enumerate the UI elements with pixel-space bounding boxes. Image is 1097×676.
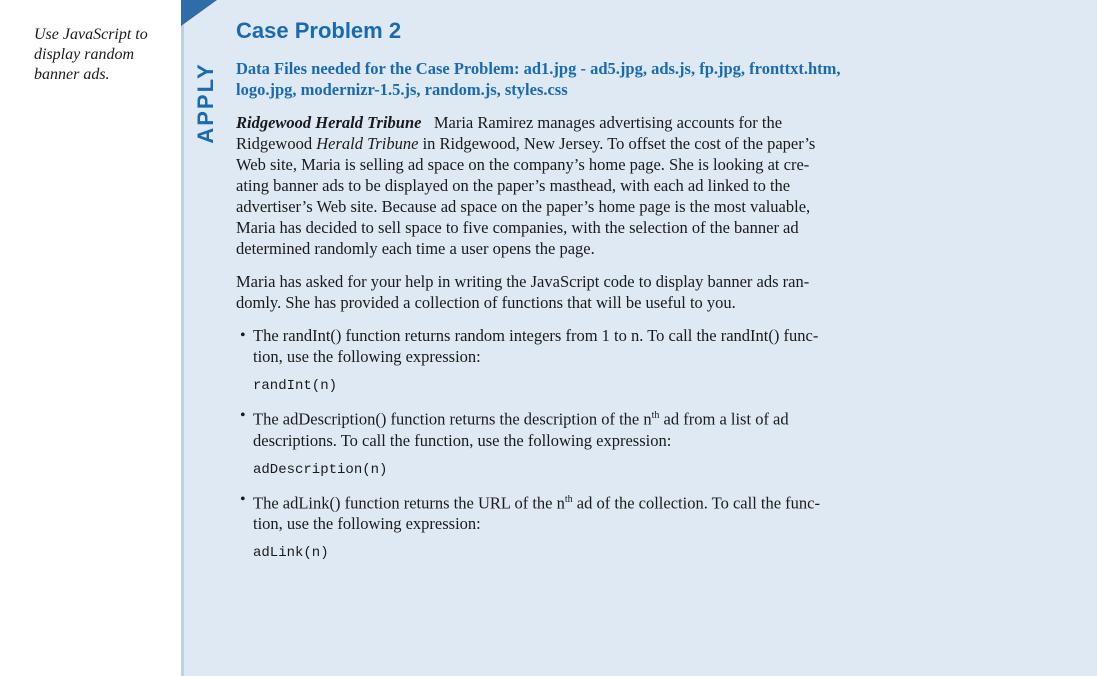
intro-line: Web site, Maria is selling ad space on the company’s home page. She is looking at cre- (236, 155, 810, 174)
intro-text: Maria Ramirez manages advertising accounts for the (433, 113, 783, 132)
item-text: tion, use the following expression: (253, 347, 481, 366)
item-text: The adLink() function returns the URL of the n (253, 493, 565, 512)
item-text: The adDescription() function returns the description of the n (253, 409, 652, 429)
bullet-icon: • (240, 327, 246, 344)
data-files-line: Data Files needed for the Case Problem: ad1.jpg - ad5.jpg, ads.js, fp.jpg, fronttxt.htm, (236, 59, 841, 78)
second-paragraph (236, 271, 976, 313)
intro-lead: Ridgewood Herald Tribune (236, 113, 422, 132)
code-expression: adDescription(n) (253, 461, 388, 478)
intro-text: in Ridgewood, New Jersey. To offset the cost of the paper’s (418, 134, 816, 153)
data-files-note (236, 58, 976, 100)
item-text: tion, use the following expression: (253, 514, 481, 533)
data-files-line: logo.jpg, modernizr-1.5.js, random.js, styles.css (236, 80, 568, 99)
bullet-icon: • (240, 407, 246, 424)
intro-line: determined randomly each time a user opens the page. (236, 239, 595, 258)
intro-paragraph (236, 112, 976, 259)
margin-note-line: display random (34, 46, 134, 63)
margin-note-line: banner ads. (34, 66, 110, 83)
item-text: descriptions. To call the function, use the following expression: (253, 430, 672, 450)
list-item (236, 489, 976, 563)
item-text: ad from a list of ad (659, 409, 789, 429)
superscript: th (651, 410, 660, 421)
function-list (236, 325, 976, 562)
intro-italic: Herald Tribune (316, 134, 419, 153)
intro-line: advertiser’s Web site. Because ad space on the paper’s home page is the most valuable, (236, 197, 811, 216)
intro-line: Maria has decided to sell space to five companies, with the selection of the banner ad (236, 218, 799, 237)
list-item (236, 405, 976, 479)
apply-label-wrap (190, 55, 222, 151)
list-item (236, 325, 976, 395)
code-expression: randInt(n) (253, 378, 338, 394)
superscript: th (564, 493, 573, 505)
intro-line: ating banner ads to be displayed on the paper’s masthead, with each ad linked to the (236, 176, 791, 195)
code-expression: adLink(n) (253, 545, 329, 561)
para-line: domly. She has provided a collection of functions that will be useful to you. (236, 293, 736, 312)
apply-label: APPLY (193, 62, 218, 144)
case-problem-content (236, 18, 976, 572)
para-line: Maria has asked for your help in writing the JavaScript code to display banner ads ran- (236, 272, 810, 291)
margin-note (34, 25, 174, 85)
panel-edge (181, 0, 184, 676)
item-text: The randInt() function returns random integers from 1 to n. To call the randInt() func- (253, 326, 819, 345)
bullet-icon: • (240, 490, 246, 508)
margin-note-line: Use JavaScript to (34, 26, 148, 43)
intro-text: Ridgewood (236, 134, 317, 153)
item-text: ad of the collection. To call the func- (572, 493, 820, 512)
case-problem-title: Case Problem 2 (236, 18, 402, 43)
